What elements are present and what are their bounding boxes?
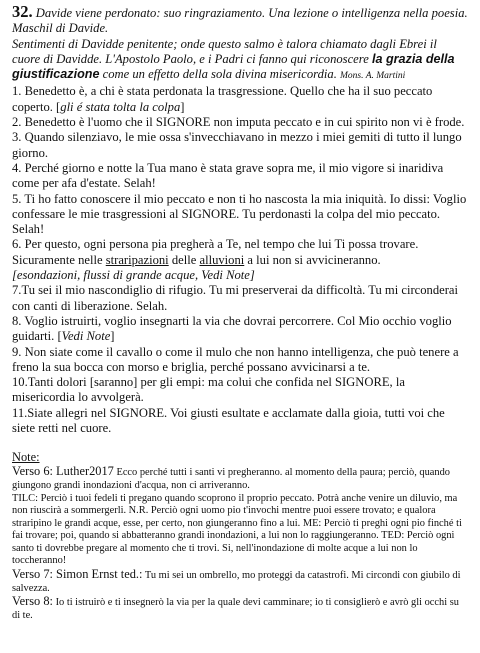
verse-11 bbox=[12, 406, 468, 437]
intro-bold: la grazia della giustificazione bbox=[12, 51, 455, 82]
verse-number: 2. bbox=[12, 115, 22, 130]
verse-number: 10. bbox=[12, 375, 28, 390]
verse-number: 4. bbox=[12, 160, 22, 175]
psalm-number: 32. bbox=[12, 2, 33, 21]
verse-text: Ti ho fatto conoscere il mio peccato e non ti ho nascosta la mia iniquità. Io dissi: Voglio confessare le mie trasgressioni al SIGNORE. Tu perdonasti la colpa del mio peccato. Selah! bbox=[12, 191, 467, 237]
verse-6 bbox=[12, 237, 468, 283]
verse-underlined: alluvioni bbox=[199, 252, 245, 267]
verse-text: Tu sei il mio nascondiglio di rifugio. Tu mi preserverai da difficoltà. Tu mi circonderai con canti di liberazione. Selah. bbox=[12, 283, 458, 313]
note-tilc: TILC: Perciò i tuoi fedeli ti pregano quando scoprono il proprio peccato. Potrà anche venire un diluvio, ma non riuscirà a sommergerli. N.R. Perciò ogni uomo pio t'invochi mentre puoi essere trovato; e qualora straripino le grandi acque, esse, per certo, non giungeranno fino a lui. ME: Perciò ti preghi ogni pio finché ti fai trovare; poi, quando si abbatteranno grandi inondazioni, a lui non lo raggiungeranno. TED: Perciò ogni santo ti dovrebbe pregare al momento che ti trovi. Si, nell'inondazione di molte acque a lui non lo toccheranno! bbox=[12, 492, 462, 567]
intro-text-end: come un effetto della sola divina misericordia. bbox=[102, 67, 337, 82]
verse-text: Quando silenziavo, le mie ossa s'invecchiavano in mezzo i miei gemiti di tutto il lungo giorno. bbox=[12, 130, 462, 160]
verse-1 bbox=[12, 84, 468, 115]
verse-text: Per questo, ogni persona pia pregherà a Te, nel tempo che lui Ti possa trovare. Sicuramente nelle bbox=[12, 237, 419, 267]
verse-italic: gli é stata tolta la colpa bbox=[60, 99, 181, 114]
verse-number: 6. bbox=[12, 237, 22, 252]
verse-2 bbox=[12, 115, 468, 130]
verse-text: Benedetto è, a chi è stata perdonata la trasgressione. Quello che ha il suo peccato coperto. [ bbox=[12, 84, 433, 114]
note-text: Tu mi sei un ombrello, mo proteggi da catastrofi. Mi circondi con giubilo di salvezza. bbox=[12, 570, 461, 594]
verse-text: a lui non si avvicineranno. bbox=[247, 252, 381, 267]
note-text: Io ti istruirò e ti insegnerò la via per la quale devi camminare; io ti consiglierò e avrò gli occhi su di te. bbox=[12, 597, 459, 621]
note-lead: Verso 7: Simon Ernst ted.: bbox=[12, 567, 143, 582]
psalm-title: Davide viene perdonato: suo ringraziamento. Una lezione o intelligenza nella poesia. Maschil di Davide. bbox=[12, 6, 468, 36]
verse-italic: Vedi Note bbox=[61, 329, 111, 344]
verse-8 bbox=[12, 314, 468, 345]
psalm-intro bbox=[12, 37, 468, 85]
verse-note: [esondazioni, flussi di grande acque, Vedi Note] bbox=[12, 268, 255, 283]
verse-4 bbox=[12, 161, 468, 192]
note-verse-8 bbox=[12, 595, 468, 622]
verse-number: 5. bbox=[12, 191, 22, 206]
verse-number: 9. bbox=[12, 344, 22, 359]
verse-10 bbox=[12, 375, 468, 406]
notes-heading: Note: bbox=[12, 450, 40, 465]
verse-text: Perché giorno e notte la Tua mano è stata grave sopra me, il mio vigore si inaridiva come per afa d'estate. Selah! bbox=[12, 160, 444, 191]
verse-number: 8. bbox=[12, 313, 22, 328]
note-lead: Verso 6: Luther2017 bbox=[12, 464, 114, 479]
verse-number: 11. bbox=[12, 405, 28, 420]
verse-text: Tanti dolori [saranno] per gli empi: ma colui che confida nel SIGNORE, la misericordia lo avvolgerà. bbox=[12, 375, 405, 405]
intro-author: Mons. A. Martini bbox=[340, 71, 406, 82]
intro-text: Sentimenti di Davidde penitente; onde questo salmo è talora chiamato dagli Ebrei il cuore di Davidde. L'Apostolo Paolo, e i Padri ci fanno qui riconoscere bbox=[12, 36, 437, 66]
verse-number: 1. bbox=[12, 84, 22, 99]
verse-text: Benedetto è l'uomo che il SIGNORE non imputa peccato e in cui spirito non vi è frode. bbox=[24, 115, 465, 130]
note-text: Ecco perché tutti i santi vi pregheranno. al momento della paura; perciò, quando giungono grandi inondazioni d'acqua, non ci arriveranno. bbox=[12, 467, 451, 491]
verse-3 bbox=[12, 130, 468, 161]
note-verse-6 bbox=[12, 465, 468, 492]
verse-end: ] bbox=[110, 329, 115, 344]
verse-9 bbox=[12, 345, 468, 376]
verse-number: 3. bbox=[12, 130, 22, 145]
verse-number: 7. bbox=[12, 283, 22, 298]
verse-5 bbox=[12, 192, 468, 238]
verse-7 bbox=[12, 283, 468, 314]
verse-end: ] bbox=[180, 99, 185, 114]
notes-section bbox=[12, 450, 468, 622]
verse-text: Non siate come il cavallo o come il mulo che non hanno intelligenza, che può tenere a freno la sua bocca con morso e briglia, perché possano avvicinarsi a te. bbox=[12, 344, 459, 374]
verse-text: Voglio istruirti, voglio insegnarti la via che dovrai percorrere. Col Mio occhio voglio guidarti. [ bbox=[12, 313, 452, 344]
note-lead: Verso 8: bbox=[12, 594, 53, 609]
psalm-text bbox=[12, 4, 468, 436]
psalm-heading bbox=[12, 4, 468, 37]
verse-text: Siate allegri nel SIGNORE. Voi giusti esultate e acclamate dalla gioia, tutti voi che siete retti nel cuore. bbox=[12, 405, 445, 436]
spacer bbox=[12, 436, 468, 450]
note-verse-7 bbox=[12, 568, 468, 595]
verse-underlined: straripazioni bbox=[105, 252, 169, 267]
verse-text: delle bbox=[171, 252, 197, 267]
